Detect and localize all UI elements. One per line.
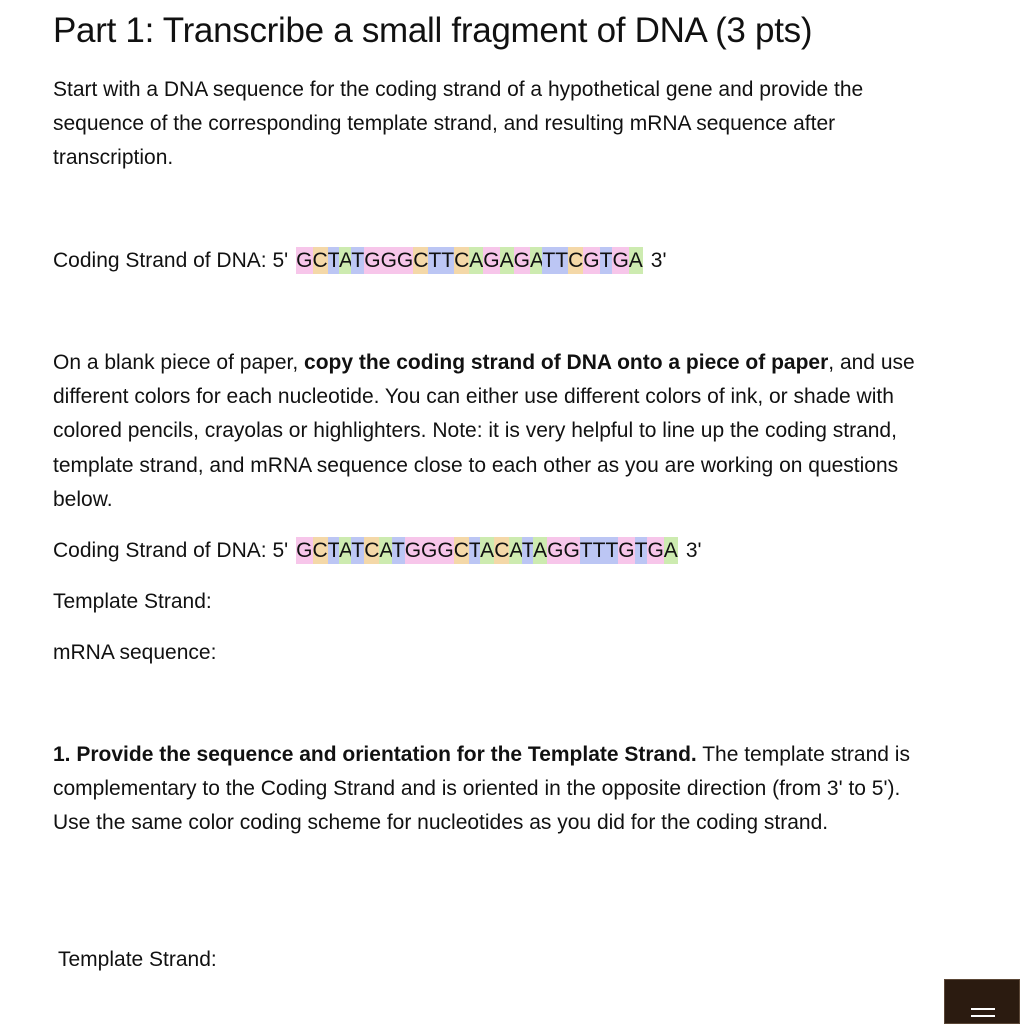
nucleotide-G: G <box>563 539 580 562</box>
question-1-text: The template strand is complementary to the Coding Strand and is oriented in the opposite direction (from 3' to 5'). Use the same color coding scheme for nucleotides as you did for the coding strand. <box>53 743 910 835</box>
nucleotide-G: G <box>364 249 381 272</box>
nucleotide-G: G <box>380 249 397 272</box>
nucleotide-C: C <box>568 249 584 272</box>
nucleotide-T: T <box>441 249 455 272</box>
five-prime-label: 5' <box>272 249 289 272</box>
instructions-bold: copy the coding strand of DNA onto a piece of paper <box>304 351 829 374</box>
nucleotide-A: A <box>529 249 543 272</box>
coding-strand-line-2 <box>53 534 702 568</box>
nucleotide-A: A <box>663 539 678 562</box>
nucleotide-G: G <box>296 249 313 272</box>
question-1-heading: 1. Provide the sequence and orientation for the Template Strand. <box>53 743 697 766</box>
three-prime-label: 3' <box>685 539 702 562</box>
nucleotide-T: T <box>327 249 339 272</box>
nucleotide-T: T <box>634 539 648 562</box>
nucleotide-C: C <box>454 249 470 272</box>
nucleotide-G: G <box>618 539 635 562</box>
coding-strand-line-1 <box>53 244 667 278</box>
nucleotide-G: G <box>583 249 600 272</box>
nucleotide-C: C <box>312 249 328 272</box>
instructions-text-1: On a blank piece of paper, <box>53 351 305 374</box>
nucleotide-C: C <box>364 539 380 562</box>
instructions-text-2: , and use different colors for each nucleotide. You can either use different colors of ink, or shade with colored pencils, crayolas or highlighters. Note: it is very helpful to line up the coding strand, template strand, and mRNA sequence close to each other as you are working on questions below. <box>53 351 915 511</box>
nucleotide-A: A <box>480 539 495 562</box>
nucleotide-G: G <box>296 539 313 562</box>
nucleotide-T: T <box>605 539 619 562</box>
nucleotide-G: G <box>421 539 438 562</box>
nucleotide-G: G <box>437 539 454 562</box>
page-title: Part 1: Transcribe a small fragment of DNA (3 pts) <box>53 11 813 50</box>
coding-strand-label: Coding Strand of DNA: <box>53 539 267 562</box>
nucleotide-C: C <box>494 539 510 562</box>
dna-sequence <box>296 534 678 568</box>
three-prime-label: 3' <box>650 249 667 272</box>
question-1 <box>53 738 943 841</box>
nucleotide-C: C <box>413 249 429 272</box>
nucleotide-T: T <box>555 249 569 272</box>
menu-button[interactable] <box>944 979 1020 1024</box>
intro-paragraph: Start with a DNA sequence for the coding strand of a hypothetical gene and provide the sequence of the corresponding template strand, and resulting mRNA sequence after transcription. <box>53 78 864 170</box>
nucleotide-T: T <box>351 539 365 562</box>
nucleotide-G: G <box>396 249 414 272</box>
nucleotide-A: A <box>533 539 548 562</box>
nucleotide-A: A <box>379 539 392 562</box>
nucleotide-G: G <box>647 539 664 562</box>
dna-sequence <box>296 244 643 278</box>
nucleotide-G: G <box>547 539 564 562</box>
nucleotide-T: T <box>592 539 606 562</box>
mrna-sequence-label: mRNA sequence: <box>53 641 217 664</box>
nucleotide-A: A <box>469 249 484 272</box>
nucleotide-A: A <box>338 539 352 562</box>
nucleotide-T: T <box>599 249 613 272</box>
template-strand-answer-label: Template Strand: <box>58 948 217 971</box>
coding-strand-label: Coding Strand of DNA: <box>53 249 267 272</box>
nucleotide-G: G <box>612 249 629 272</box>
nucleotide-T: T <box>521 539 534 562</box>
hamburger-menu-icon <box>971 1008 995 1018</box>
nucleotide-T: T <box>579 539 593 562</box>
nucleotide-A: A <box>628 249 643 272</box>
nucleotide-A: A <box>509 539 522 562</box>
template-strand-label: Template Strand: <box>53 590 212 613</box>
nucleotide-T: T <box>542 249 556 272</box>
nucleotide-T: T <box>428 249 442 272</box>
nucleotide-T: T <box>327 539 339 562</box>
nucleotide-T: T <box>468 539 481 562</box>
nucleotide-C: C <box>453 539 469 562</box>
nucleotide-G: G <box>513 249 530 272</box>
nucleotide-A: A <box>499 249 514 272</box>
nucleotide-T: T <box>391 539 405 562</box>
nucleotide-C: C <box>312 539 328 562</box>
nucleotide-G: G <box>483 249 500 272</box>
nucleotide-G: G <box>404 539 422 562</box>
five-prime-label: 5' <box>272 539 289 562</box>
nucleotide-T: T <box>351 249 365 272</box>
nucleotide-A: A <box>338 249 352 272</box>
instructions-paragraph <box>53 346 943 517</box>
